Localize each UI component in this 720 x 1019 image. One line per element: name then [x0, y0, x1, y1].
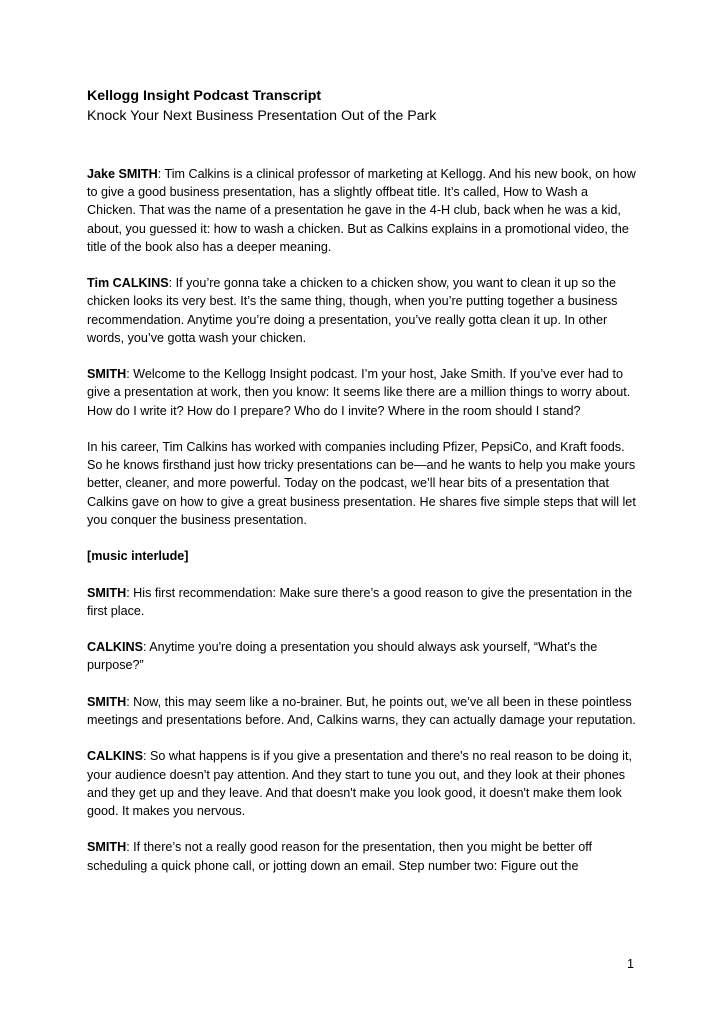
- transcript-paragraph: [87, 838, 640, 874]
- transcript-paragraph: [87, 274, 640, 347]
- page-number: 1: [626, 957, 634, 971]
- paragraph-text: : Tim Calkins is a clinical professor of marketing at Kellogg. And his new book, on how to give a good business presentation, has a slightly offbeat title. It’s called, How to Wash a Chicken. That was the name of a presentation he gave in the 4-H club, back when he was a kid, about, you guessed it: how to wash a chicken. But as Calkins explains in a promotional video, the title of the book also has a deeper meaning.: [87, 167, 636, 254]
- paragraph-text: : Anytime you're doing a presentation you should always ask yourself, “What's the purpose?”: [87, 640, 598, 673]
- transcript-body: [87, 165, 640, 893]
- paragraph-text: : His first recommendation: Make sure there’s a good reason to give the presentation in the first place.: [87, 585, 633, 618]
- speaker-name: CALKINS: [87, 640, 143, 655]
- transcript-paragraph: [87, 747, 640, 820]
- speaker-name: Tim CALKINS: [87, 276, 169, 291]
- transcript-paragraph: [87, 165, 640, 256]
- speaker-name: SMITH: [87, 367, 127, 382]
- speaker-name: SMITH: [87, 694, 127, 709]
- paragraph-text: : Now, this may seem like a no-brainer. But, he points out, we’ve all been in these pointless meetings and presentations before. And, Calkins warns, they can actually damage your reputation.: [87, 694, 636, 727]
- document-subtitle: Knock Your Next Business Presentation Out of the Park: [87, 108, 437, 124]
- music-interlude: [music interlude]: [87, 549, 189, 564]
- paragraph-text: : So what happens is if you give a presentation and there's no real reason to be doing it, your audience doesn't pay attention. And they start to tune you out, and they look at their phones and they get up and they leave. And that doesn't make you look good, it doesn't make them look good. It makes you nervous.: [87, 749, 632, 818]
- transcript-paragraph: [87, 438, 640, 529]
- speaker-name: CALKINS: [87, 749, 143, 764]
- paragraph-text: : Welcome to the Kellogg Insight podcast. I’m your host, Jake Smith. If you’ve ever had to give a presentation at work, then you know: It seems like there are a million things to worry about. How do I write it? How do I prepare? Who do I invite? Where in the room should I stand?: [87, 367, 631, 418]
- paragraph-text: : If you’re gonna take a chicken to a chicken show, you want to clean it up so the chicken looks its very best. It’s the same thing, though, when you’re putting together a business recommendation. Anytime you’re doing a presentation, you’ve really gotta clean it up. In other words, you’ve gotta wash your chicken.: [87, 276, 618, 345]
- paragraph-text: : If there’s not a really good reason for the presentation, then you might be better off scheduling a quick phone call, or jotting down an email. Step number two: Figure out the: [87, 840, 592, 873]
- speaker-name: SMITH: [87, 585, 127, 600]
- paragraph-text: In his career, Tim Calkins has worked with companies including Pfizer, PepsiCo, and Kraft foods. So he knows firsthand just how tricky presentations can be—and he wants to help you make yours better, cleaner, and more powerful. Today on the podcast, we’ll hear bits of a presentation that Calkins gave on how to give a great business presentation. He shares five simple steps that will let you conquer the business presentation.: [87, 440, 636, 527]
- transcript-paragraph: [87, 584, 640, 620]
- speaker-name: SMITH: [87, 840, 127, 855]
- document-title: Kellogg Insight Podcast Transcript: [87, 88, 322, 104]
- speaker-name: Jake SMITH: [87, 167, 158, 181]
- transcript-paragraph: [87, 365, 640, 420]
- transcript-paragraph: [87, 638, 640, 674]
- transcript-paragraph: [87, 693, 640, 729]
